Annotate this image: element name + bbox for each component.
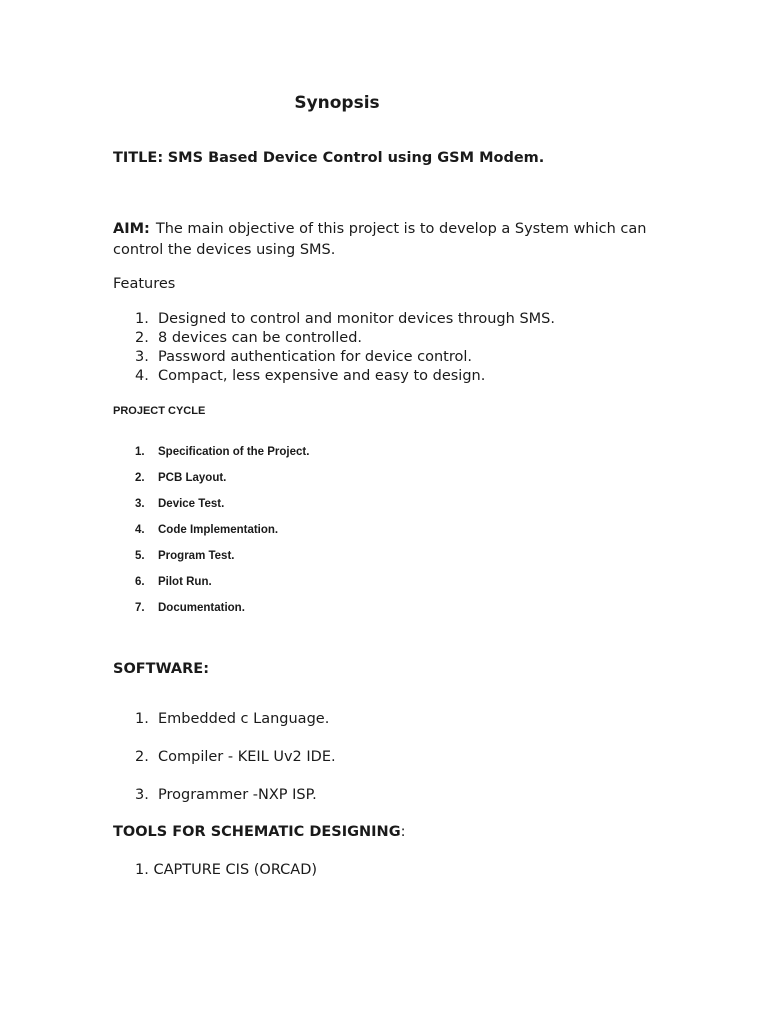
tools-list bbox=[113, 862, 317, 878]
list-item: 1. CAPTURE CIS (ORCAD) bbox=[135, 862, 318, 878]
list-item: 4. Compact, less expensive and easy to design. bbox=[135, 368, 486, 384]
document-title-value: SMS Based Device Control using GSM Modem. bbox=[167, 150, 545, 166]
aim-section bbox=[113, 219, 673, 261]
project-cycle-list bbox=[113, 444, 309, 626]
list-item: 3. Programmer -NXP ISP. bbox=[135, 787, 317, 803]
list-item: 7. Documentation. bbox=[135, 602, 245, 614]
list-item: 6. Pilot Run. bbox=[135, 576, 212, 588]
list-item: 4. Code Implementation. bbox=[135, 524, 279, 536]
project-cycle-heading: PROJECT CYCLE bbox=[113, 405, 206, 417]
list-item: 5. Program Test. bbox=[135, 550, 235, 562]
aim-label: AIM: bbox=[113, 221, 150, 237]
software-list bbox=[113, 710, 336, 824]
list-item: 1. Designed to control and monitor devices through SMS. bbox=[135, 311, 555, 327]
document-title bbox=[113, 150, 544, 166]
tools-heading: TOOLS FOR SCHEMATIC DESIGNING: bbox=[113, 824, 406, 840]
list-item: 1. Embedded c Language. bbox=[135, 711, 330, 727]
list-item: 1. Specification of the Project. bbox=[135, 446, 310, 458]
aim-text: The main objective of this project is to develop a System which can control the devices using SMS. bbox=[113, 221, 647, 258]
software-heading: SOFTWARE: bbox=[113, 661, 209, 677]
document-title-label: TITLE: bbox=[113, 150, 164, 166]
features-list bbox=[113, 310, 555, 386]
list-item: 2. 8 devices can be controlled. bbox=[135, 330, 363, 346]
list-item: 3. Password authentication for device control. bbox=[135, 349, 473, 365]
list-item: 2. PCB Layout. bbox=[135, 472, 227, 484]
page-title: Synopsis bbox=[294, 93, 380, 113]
list-item: 3. Device Test. bbox=[135, 498, 225, 510]
list-item: 2. Compiler - KEIL Uv2 IDE. bbox=[135, 749, 336, 765]
features-heading: Features bbox=[113, 276, 176, 292]
